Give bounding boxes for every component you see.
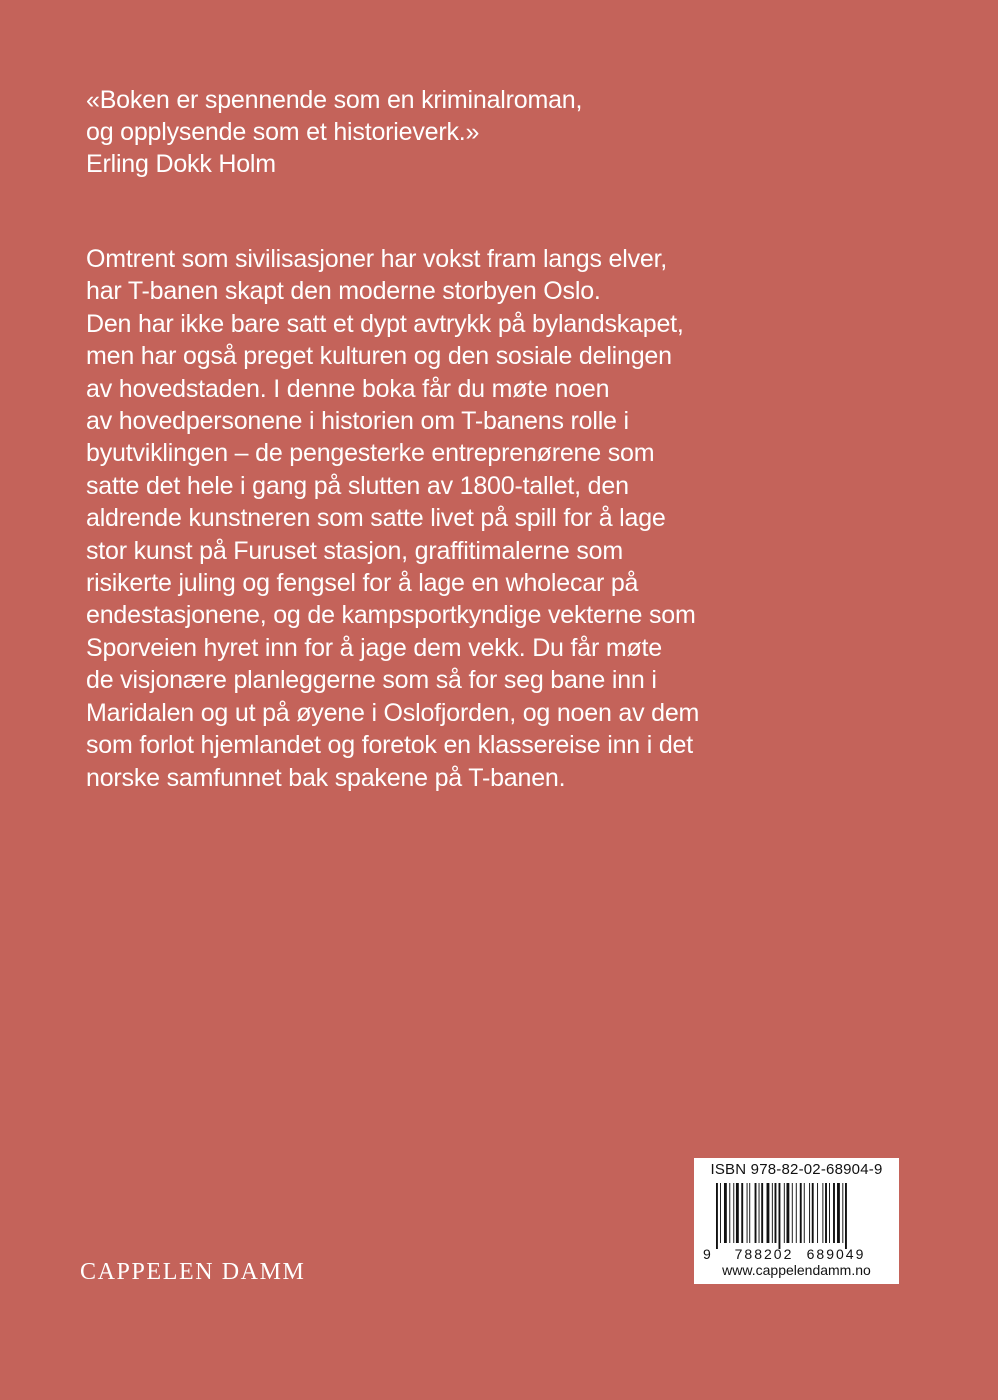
barcode-bar <box>779 1183 781 1249</box>
barcode-bar <box>724 1183 727 1243</box>
barcode-bar <box>772 1183 773 1243</box>
barcode-bar <box>825 1183 827 1243</box>
barcode-bar <box>749 1183 750 1243</box>
barcode-bar <box>775 1183 777 1243</box>
blurb-line: av hovedpersonene i historien om T-banens rolle i <box>86 407 629 436</box>
blurb-line: aldrende kunstneren som satte livet på spill for å lage <box>86 504 666 533</box>
barcode-bar <box>796 1183 797 1243</box>
barcode-bar <box>784 1183 785 1243</box>
quote-line-2: og opplysende som et historieverk.» <box>86 118 480 146</box>
barcode-bar <box>817 1183 818 1243</box>
barcode-bar <box>842 1183 843 1243</box>
blurb-line: byutviklingen – de pengesterke entreprenørene som <box>86 439 655 468</box>
blurb-line: endestasjonene, og de kampsportkyndige vekterne som <box>86 601 696 630</box>
barcode-right-digits: 689049 <box>806 1246 866 1261</box>
barcode-bar <box>716 1183 718 1249</box>
barcode-bar <box>809 1183 810 1243</box>
blurb-line: Maridalen og ut på øyene i Oslofjorden, og noen av dem <box>86 698 700 727</box>
barcode-lead-digit: 9 <box>703 1246 711 1261</box>
blurb-line: men har også preget kulturen og den sosiale delingen <box>86 342 672 371</box>
barcode-bar <box>792 1183 793 1243</box>
isbn-label: ISBN 978-82-02-68904-9 <box>710 1161 883 1178</box>
barcode-bar <box>786 1183 789 1243</box>
barcode-left-digits: 788202 <box>734 1246 794 1261</box>
blurb-line: Den har ikke bare satt et dypt avtrykk på bylandskapet, <box>86 309 684 338</box>
barcode-bar <box>761 1183 763 1243</box>
barcode-bar <box>837 1183 840 1243</box>
barcode-bar <box>822 1183 823 1243</box>
barcode-bar <box>845 1183 847 1249</box>
barcode-bar <box>767 1183 770 1243</box>
barcode-bar <box>729 1183 730 1243</box>
blurb-line: de visjonære planleggerne som så for seg bane inn i <box>86 666 657 695</box>
barcode-bar <box>733 1183 734 1243</box>
blurb-line: Omtrent som sivilisasjoner har vokst fram langs elver, <box>86 245 668 273</box>
barcode-bar <box>759 1183 760 1243</box>
barcode-bar <box>741 1183 743 1243</box>
barcode-bar <box>736 1183 739 1243</box>
blurb-line: har T-banen skapt den moderne storbyen Oslo. <box>86 277 601 306</box>
quote-line-1: «Boken er spennende som en kriminalroman, <box>86 86 583 114</box>
back-cover-blurb <box>86 243 926 794</box>
barcode-bar <box>829 1183 830 1243</box>
barcode-bar <box>804 1183 805 1243</box>
barcode-bar <box>800 1183 802 1243</box>
blurb-line: som forlot hjemlandet og foretok en klassereise inn i det <box>86 731 693 760</box>
quote-author: Erling Dokk Holm <box>86 150 276 178</box>
blurb-line: norske samfunnet bak spakene på T-banen. <box>86 763 566 792</box>
publisher-url: www.cappelendamm.no <box>722 1262 871 1278</box>
barcode-bar <box>833 1183 835 1243</box>
endorsement-quote <box>86 84 906 180</box>
barcode-icon <box>702 1183 892 1261</box>
isbn-barcode-box <box>694 1158 899 1284</box>
blurb-line: risikerte juling og fengsel for å lage en wholecar på <box>86 569 639 598</box>
barcode-bar <box>720 1183 721 1243</box>
publisher-logo: CAPPELEN DAMM <box>80 1259 306 1285</box>
blurb-line: Sporveien hyret inn for å jage dem vekk. Du får møte <box>86 633 662 662</box>
barcode-bar <box>755 1183 757 1243</box>
blurb-line: stor kunst på Furuset stasjon, graffitimalerne som <box>86 536 623 565</box>
barcode-bar <box>812 1183 814 1243</box>
blurb-line: satte det hele i gang på slutten av 1800-tallet, den <box>86 471 629 500</box>
blurb-line: av hovedstaden. I denne boka får du møte noen <box>86 374 610 403</box>
barcode-bar <box>747 1183 748 1243</box>
